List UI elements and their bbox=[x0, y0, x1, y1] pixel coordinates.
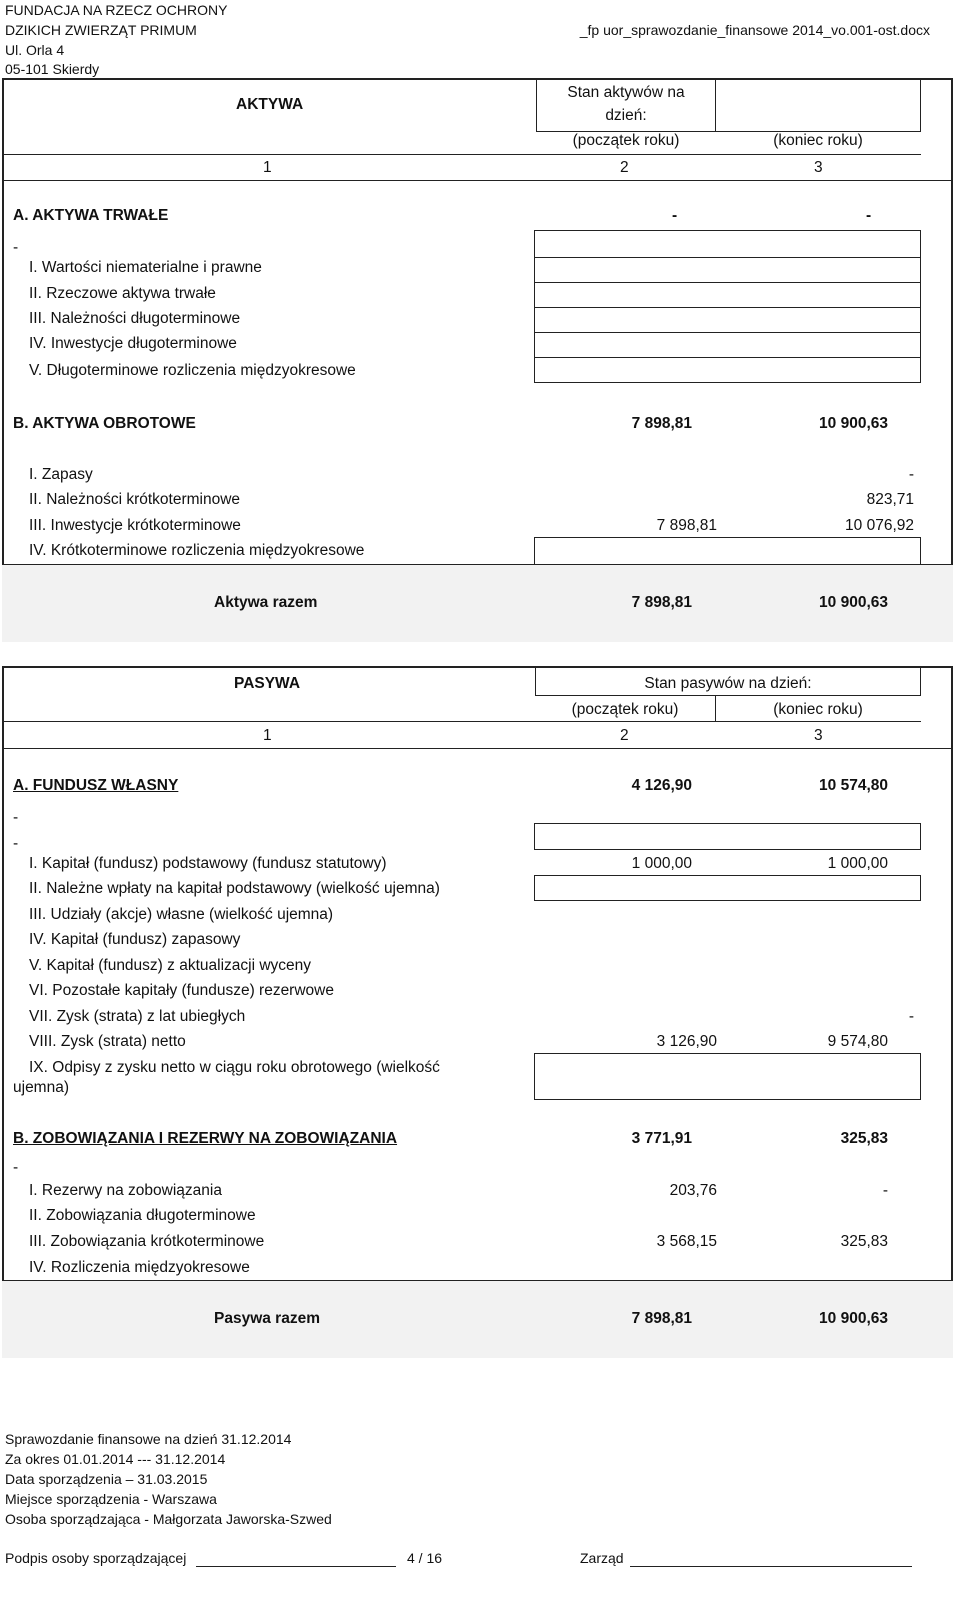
assets-fixed-item-2: II. Rzeczowe aktywa trwałe bbox=[29, 285, 216, 302]
equity-box-2 bbox=[534, 875, 921, 901]
assets-section-a-label: A. AKTYWA TRWAŁE bbox=[13, 207, 169, 224]
org-name-line2: DZIKICH ZWIERZĄT PRIMUM bbox=[5, 22, 197, 38]
equity-item-1: I. Kapitał (fundusz) podstawowy (fundusz statutowy) bbox=[29, 855, 387, 872]
liab-item-4: IV. Rozliczenia międzyokresowe bbox=[29, 1259, 250, 1276]
liabilities-colnum-3: 3 bbox=[814, 727, 823, 744]
liabilities-header-divider bbox=[4, 721, 921, 722]
assets-total-start: 7 898,81 bbox=[631, 594, 692, 611]
assets-fixed-box-4 bbox=[534, 332, 921, 358]
org-address-line1: Ul. Orla 4 bbox=[5, 42, 65, 58]
assets-section-a-start: - bbox=[672, 207, 678, 224]
assets-fixed-box-3 bbox=[534, 307, 921, 333]
liabilities-total-end: 10 900,63 bbox=[819, 1310, 888, 1327]
assets-current-item-4: IV. Krótkoterminowe rozliczenia międzyokresowe bbox=[29, 542, 365, 559]
assets-current-item-3-start: 7 898,81 bbox=[656, 517, 717, 534]
assets-section-b-start: 7 898,81 bbox=[631, 415, 692, 432]
equity-item-8-start: 3 126,90 bbox=[656, 1033, 717, 1050]
equity-item-2: II. Należne wpłaty na kapitał podstawowy (wielkość ujemna) bbox=[29, 880, 440, 897]
liabilities-colnum-divider bbox=[4, 748, 951, 749]
liabilities-section-b-end: 325,83 bbox=[840, 1130, 888, 1147]
signature-line bbox=[196, 1566, 396, 1567]
assets-blank-head-cell bbox=[715, 78, 921, 132]
assets-current-box-4 bbox=[534, 537, 921, 565]
liabilities-section-b-label: B. ZOBOWIĄZANIA I REZERWY NA ZOBOWIĄZANIA bbox=[13, 1130, 398, 1147]
signature-label: Podpis osoby sporządzającej bbox=[5, 1550, 187, 1566]
assets-current-item-2: II. Należności krótkoterminowe bbox=[29, 491, 241, 508]
assets-colnum-2: 2 bbox=[620, 159, 629, 176]
assets-current-item-3: III. Inwestycje krótkoterminowe bbox=[29, 517, 241, 534]
assets-dash: - bbox=[13, 239, 19, 256]
liabilities-box-row bbox=[534, 823, 921, 850]
liabilities-section-a-start: 4 126,90 bbox=[631, 777, 692, 794]
equity-item-8-end: 9 574,80 bbox=[827, 1033, 888, 1050]
board-signature-line bbox=[630, 1566, 912, 1567]
liabilities-colnum-2: 2 bbox=[620, 727, 629, 744]
assets-colnum-1: 1 bbox=[263, 159, 272, 176]
assets-current-item-1-end: - bbox=[908, 466, 914, 483]
equity-box-9 bbox=[534, 1053, 921, 1100]
equity-item-7: VII. Zysk (strata) z lat ubiegłych bbox=[29, 1008, 246, 1025]
liab-item-3-end: 325,83 bbox=[840, 1233, 888, 1250]
equity-item-1-start: 1 000,00 bbox=[631, 855, 692, 872]
liabilities-state-label: Stan pasywów na dzień: bbox=[644, 675, 812, 692]
assets-fixed-box-5 bbox=[534, 357, 921, 383]
assets-fixed-box-2 bbox=[534, 282, 921, 308]
assets-section-a-end: - bbox=[866, 207, 872, 224]
liab-item-3-start: 3 568,15 bbox=[656, 1233, 717, 1250]
equity-item-7-end: - bbox=[908, 1008, 914, 1025]
liabilities-dash-1: - bbox=[13, 809, 19, 826]
assets-state-label-2: dzień: bbox=[605, 107, 647, 124]
liabilities-dash-2: - bbox=[13, 835, 19, 852]
liabilities-col-end: (koniec roku) bbox=[773, 701, 863, 718]
assets-colnum-3: 3 bbox=[814, 159, 823, 176]
liabilities-title: PASYWA bbox=[234, 675, 301, 692]
equity-item-4: IV. Kapitał (fundusz) zapasowy bbox=[29, 931, 241, 948]
liabilities-colnum-1: 1 bbox=[263, 727, 272, 744]
assets-current-item-2-end: 823,71 bbox=[866, 491, 914, 508]
assets-section-b-end: 10 900,63 bbox=[819, 415, 888, 432]
assets-state-label-1: Stan aktywów na bbox=[567, 84, 685, 101]
assets-col-start: (początek roku) bbox=[572, 132, 680, 149]
assets-fixed-item-4: IV. Inwestycje długoterminowe bbox=[29, 335, 237, 352]
assets-header-divider bbox=[4, 154, 921, 155]
liabilities-section-b-start: 3 771,91 bbox=[631, 1130, 692, 1147]
liabilities-table bbox=[2, 666, 953, 1358]
liabilities-total-start: 7 898,81 bbox=[631, 1310, 692, 1327]
liab-item-1: I. Rezerwy na zobowiązania bbox=[29, 1182, 222, 1199]
liabilities-col-start: (początek roku) bbox=[571, 701, 679, 718]
assets-current-item-3-end: 10 076,92 bbox=[845, 517, 914, 534]
assets-total-end: 10 900,63 bbox=[819, 594, 888, 611]
equity-item-6: VI. Pozostałe kapitały (fundusze) rezerwowe bbox=[29, 982, 334, 999]
org-address-line2: 05-101 Skierdy bbox=[5, 61, 100, 77]
org-name-line1: FUNDACJA NA RZECZ OCHRONY bbox=[5, 2, 228, 18]
liabilities-total-label: Pasywa razem bbox=[214, 1310, 320, 1327]
footer-preparer: Osoba sporządzająca - Małgorzata Jaworska-Szwed bbox=[5, 1511, 332, 1527]
assets-fixed-item-3: III. Należności długoterminowe bbox=[29, 310, 241, 327]
page-number: 4 / 16 bbox=[407, 1550, 443, 1566]
liab-item-3: III. Zobowiązania krótkoterminowe bbox=[29, 1233, 265, 1250]
equity-item-9-line2: ujemna) bbox=[13, 1079, 69, 1096]
liabilities-dash-3: - bbox=[13, 1159, 19, 1176]
footer-period: Za okres 01.01.2014 --- 31.12.2014 bbox=[5, 1451, 226, 1467]
assets-col-end: (koniec roku) bbox=[773, 132, 863, 149]
footer-place: Miejsce sporządzenia - Warszawa bbox=[5, 1491, 217, 1507]
liabilities-section-a-label: A. FUNDUSZ WŁASNY bbox=[13, 777, 179, 794]
assets-fixed-item-5: V. Długoterminowe rozliczenia międzyokresowe bbox=[29, 362, 356, 379]
document-filename: _fp uor_sprawozdanie_finansowe 2014_vo.001-ost.docx bbox=[579, 22, 930, 38]
assets-section-b-label: B. AKTYWA OBROTOWE bbox=[13, 415, 196, 432]
assets-fixed-item-1: I. Wartości niematerialne i prawne bbox=[29, 259, 262, 276]
board-label: Zarząd bbox=[580, 1550, 624, 1566]
equity-item-9-line1: IX. Odpisy z zysku netto w ciągu roku obrotowego (wielkość bbox=[29, 1059, 440, 1076]
assets-table bbox=[2, 78, 953, 642]
liabilities-section-a-end: 10 574,80 bbox=[819, 777, 888, 794]
assets-box-row bbox=[534, 230, 921, 258]
liabilities-col-divider bbox=[715, 696, 716, 722]
equity-item-5: V. Kapitał (fundusz) z aktualizacji wyceny bbox=[29, 957, 312, 974]
assets-title: AKTYWA bbox=[236, 96, 304, 113]
assets-colnum-divider bbox=[4, 180, 951, 181]
equity-item-3: III. Udziały (akcje) własne (wielkość ujemna) bbox=[29, 906, 334, 923]
footer-report-date: Sprawozdanie finansowe na dzień 31.12.2014 bbox=[5, 1431, 292, 1447]
assets-current-item-1: I. Zapasy bbox=[29, 466, 93, 483]
liab-item-2: II. Zobowiązania długoterminowe bbox=[29, 1207, 256, 1224]
liab-item-1-end: - bbox=[882, 1182, 888, 1199]
footer-prepared-date: Data sporządzenia – 31.03.2015 bbox=[5, 1471, 208, 1487]
assets-total-label: Aktywa razem bbox=[214, 594, 318, 611]
liab-item-1-start: 203,76 bbox=[669, 1182, 717, 1199]
assets-fixed-box-1 bbox=[534, 257, 921, 283]
equity-item-8: VIII. Zysk (strata) netto bbox=[29, 1033, 186, 1050]
equity-item-1-end: 1 000,00 bbox=[827, 855, 888, 872]
